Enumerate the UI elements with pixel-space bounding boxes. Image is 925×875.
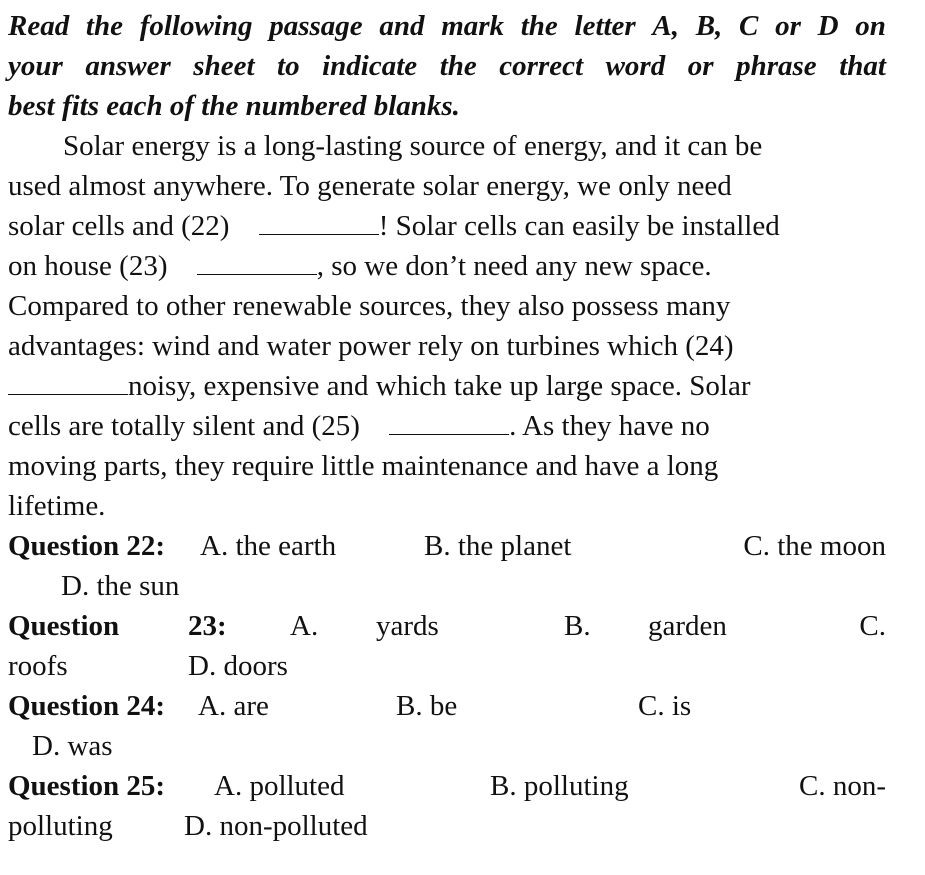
passage-line-5: Compared to other renewable sources, they also possess many (8, 290, 731, 322)
option-c[interactable]: C. is (638, 690, 692, 722)
option-b[interactable]: B. be (396, 690, 458, 722)
question-25 (8, 766, 886, 806)
option-c-second-part[interactable]: polluting (8, 810, 113, 842)
option-a[interactable]: A. the earth (200, 530, 337, 562)
passage-line-8 (8, 406, 886, 446)
blank-23 (197, 248, 317, 275)
passage-line-4 (8, 246, 886, 286)
question-number: 23: (188, 610, 227, 642)
option-c[interactable]: C. the moon (743, 530, 886, 562)
question-25-cont (8, 806, 886, 846)
option-a-letter[interactable]: A. (290, 610, 319, 642)
passage-line-10: lifetime. (8, 490, 106, 522)
question-23 (8, 606, 886, 646)
question-label: Question (8, 610, 120, 642)
instruction-line-3: best fits each of the numbered blanks. (8, 90, 460, 122)
passage-text: ! Solar cells can easily be installed (378, 210, 780, 242)
instruction-line-2: your answer sheet to indicate the correct word or phrase that (8, 50, 886, 82)
passage-text: on house (23) (8, 250, 168, 282)
option-d[interactable]: D. the sun (61, 570, 180, 602)
passage-line-2: used almost anywhere. To generate solar energy, we only need (8, 170, 732, 202)
passage-text: . As they have no (509, 410, 710, 442)
passage-text: noisy, expensive and which take up large space. Solar (128, 370, 751, 402)
passage-line-7 (8, 366, 886, 406)
instruction-line-1: Read the following passage and mark the letter A, B, C or D on (8, 10, 886, 42)
passage-line-9: moving parts, they require little maintenance and have a long (8, 450, 719, 482)
option-d[interactable]: D. non-polluted (184, 810, 368, 842)
passage-line-6: advantages: wind and water power rely on turbines which (24) (8, 330, 734, 362)
question-label: Question 25: (8, 770, 166, 802)
blank-24 (8, 368, 128, 395)
option-a[interactable]: A. are (198, 690, 269, 722)
passage-line-1: Solar energy is a long-lasting source of energy, and it can be (63, 130, 763, 162)
question-label: Question 24: (8, 690, 166, 722)
passage-text: , so we don’t need any new space. (316, 250, 712, 282)
blank-22 (259, 208, 379, 235)
blank-25 (389, 408, 509, 435)
question-22-cont (8, 566, 886, 606)
passage-text: solar cells and (22) (8, 210, 230, 242)
question-24-cont (8, 726, 886, 766)
option-b-letter[interactable]: B. (564, 610, 591, 642)
question-23-cont (8, 646, 886, 686)
option-c[interactable]: roofs (8, 650, 68, 682)
passage-text: cells are totally silent and (25) (8, 410, 360, 442)
option-a[interactable]: yards (376, 610, 439, 642)
option-c-first-part[interactable]: C. non- (799, 770, 886, 802)
question-label: Question 22: (8, 530, 166, 562)
option-b[interactable]: B. polluting (490, 770, 629, 802)
option-c-letter[interactable]: C. (859, 610, 886, 642)
option-d[interactable]: D. was (32, 730, 113, 762)
question-24 (8, 686, 886, 726)
option-b[interactable]: garden (648, 610, 727, 642)
option-b[interactable]: B. the planet (424, 530, 572, 562)
question-22 (8, 526, 886, 566)
option-d[interactable]: D. doors (188, 650, 288, 682)
option-a[interactable]: A. polluted (214, 770, 345, 802)
passage-line-3 (8, 206, 886, 246)
